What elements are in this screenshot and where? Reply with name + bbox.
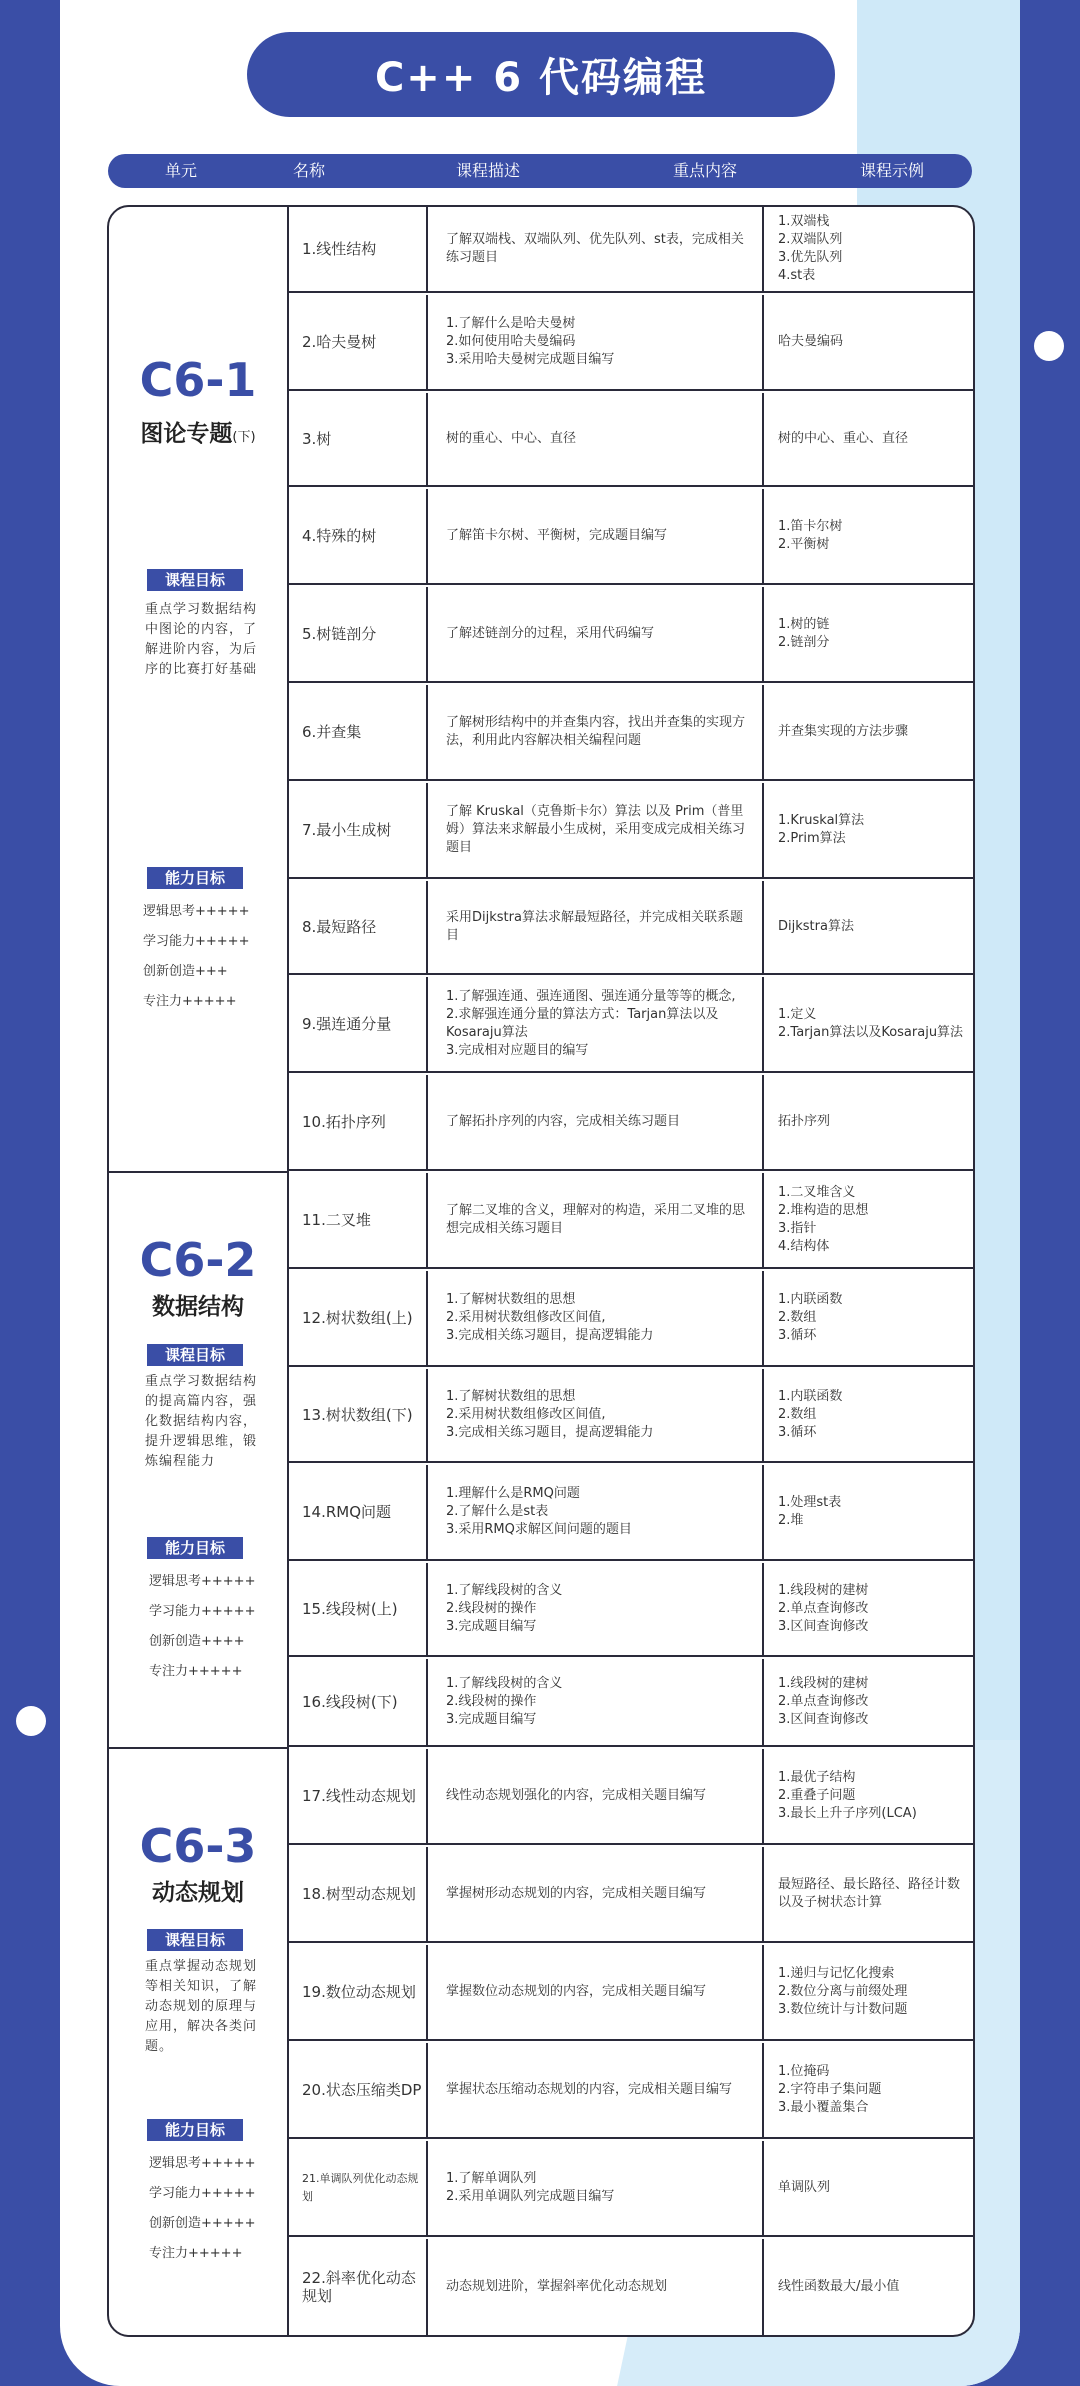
example-line: 3.最小覆盖集合 bbox=[778, 2100, 869, 2115]
table-row bbox=[289, 1659, 973, 1747]
course-example bbox=[766, 295, 973, 389]
course-example bbox=[766, 1075, 973, 1169]
ability-item: 逻辑思考+++++ bbox=[143, 904, 250, 919]
course-example bbox=[766, 1271, 973, 1365]
description-line: 1.了解树状数组的思想 bbox=[446, 1389, 576, 1404]
course-description bbox=[430, 1173, 764, 1267]
goal-label: 课程目标 bbox=[147, 569, 243, 591]
course-example bbox=[766, 393, 973, 485]
example-line: 3.优先队列 bbox=[778, 250, 843, 265]
course-name: 18.树型动态规划 bbox=[289, 1847, 428, 1941]
description-line: 1.了解树状数组的思想 bbox=[446, 1292, 576, 1307]
example-line: 2.数位分离与前缀处理 bbox=[778, 1984, 908, 1999]
unit-topic: 数据结构 bbox=[152, 1294, 244, 1320]
ability-label: 能力目标 bbox=[147, 2119, 243, 2141]
description-line: 掌握状态压缩动态规划的内容，完成相关题目编写 bbox=[446, 2082, 733, 2097]
course-name: 6.并查集 bbox=[289, 685, 428, 779]
description-line: 了解二叉堆的含义，理解对的构造，采用二叉堆的思想完成相关练习题目 bbox=[446, 1203, 746, 1236]
course-name: 5.树链剖分 bbox=[289, 587, 428, 681]
course-name: 14.RMQ问题 bbox=[289, 1465, 428, 1559]
ability-item: 专注力+++++ bbox=[143, 994, 237, 1009]
table-row bbox=[289, 295, 973, 391]
ability-item: 专注力+++++ bbox=[149, 2246, 243, 2261]
topic-note: (下) bbox=[232, 430, 256, 445]
course-name: 4.特殊的树 bbox=[289, 489, 428, 583]
description-line: 树的重心、中心、直径 bbox=[446, 431, 577, 446]
example-line: 4.st表 bbox=[778, 268, 816, 283]
table-row bbox=[289, 1173, 973, 1269]
description-line: 3.完成题目编写 bbox=[446, 1712, 537, 1727]
header-name: 名称 bbox=[292, 161, 326, 180]
course-name: 7.最小生成树 bbox=[289, 783, 428, 877]
course-example bbox=[766, 1369, 973, 1461]
example-line: 3.数位统计与计数问题 bbox=[778, 2002, 908, 2017]
example-line: 并查集实现的方法步骤 bbox=[778, 724, 909, 739]
example-line: 3.循环 bbox=[778, 1425, 817, 1440]
ability-item: 学习能力+++++ bbox=[149, 1604, 256, 1619]
ability-item: 逻辑思考+++++ bbox=[149, 1574, 256, 1589]
header-desc: 课程描述 bbox=[455, 161, 521, 180]
course-description bbox=[430, 1075, 764, 1169]
example-line: 单调队列 bbox=[778, 2180, 831, 2195]
example-line: 哈夫曼编码 bbox=[778, 334, 844, 349]
course-name: 8.最短路径 bbox=[289, 881, 428, 973]
unit-code: C6-3 bbox=[139, 1819, 257, 1873]
unit-topic: 动态规划 bbox=[152, 1880, 244, 1906]
course-example bbox=[766, 1465, 973, 1559]
course-description bbox=[430, 1659, 764, 1745]
ability-item: 学习能力+++++ bbox=[149, 2186, 256, 2201]
example-line: 树的中心、重心、直径 bbox=[778, 431, 909, 446]
goal-text: 重点学习数据结构中图论的内容，了解进阶内容，为后序的比赛打好基础 bbox=[145, 602, 258, 677]
example-line: 1.内联函数 bbox=[778, 1292, 843, 1307]
ability-item: 创新创造+++++ bbox=[149, 2216, 256, 2231]
example-line: 2.数组 bbox=[778, 1310, 817, 1325]
table-row bbox=[289, 1563, 973, 1657]
description-line: 采用Dijkstra算法求解最短路径，并完成相关联系题目 bbox=[446, 910, 743, 943]
example-line: 1.笛卡尔树 bbox=[778, 519, 843, 534]
course-description bbox=[430, 2043, 764, 2137]
description-line: 掌握树形动态规划的内容，完成相关题目编写 bbox=[446, 1886, 707, 1901]
course-description bbox=[430, 1847, 764, 1941]
table-row bbox=[289, 1075, 973, 1171]
course-name: 10.拓扑序列 bbox=[289, 1075, 428, 1169]
example-line: 线性函数最大/最小值 bbox=[778, 2279, 900, 2294]
example-line: 1.递归与记忆化搜索 bbox=[778, 1966, 895, 1981]
ability-label: 能力目标 bbox=[147, 867, 243, 889]
example-line: 1.二叉堆含义 bbox=[778, 1185, 856, 1200]
example-line: 2.堆 bbox=[778, 1513, 804, 1528]
example-line: 1.定义 bbox=[778, 1007, 817, 1022]
header-unit: 单元 bbox=[164, 161, 198, 180]
example-line: 4.结构体 bbox=[778, 1239, 830, 1254]
description-line: 2.了解什么是st表 bbox=[446, 1504, 549, 1519]
example-line: 1.最优子结构 bbox=[778, 1770, 856, 1785]
course-description bbox=[430, 587, 764, 681]
course-name: 3.树 bbox=[289, 393, 428, 485]
example-line: 1.Kruskal算法 bbox=[778, 813, 865, 828]
table-row bbox=[289, 2043, 973, 2139]
table-row bbox=[289, 783, 973, 879]
description-line: 2.采用树状数组修改区间值, bbox=[446, 1407, 606, 1422]
course-example bbox=[766, 587, 973, 681]
course-description bbox=[430, 1945, 764, 2039]
description-line: 1.了解线段树的含义 bbox=[446, 1676, 563, 1691]
table-row bbox=[289, 1749, 973, 1845]
example-line: Dijkstra算法 bbox=[778, 919, 854, 934]
example-line: 3.最长上升子序列(LCA) bbox=[778, 1806, 917, 1821]
course-name: 20.状态压缩类DP bbox=[289, 2043, 428, 2137]
course-description bbox=[430, 881, 764, 973]
ability-item: 逻辑思考+++++ bbox=[149, 2156, 256, 2171]
unit-topic: 图论专题(下) bbox=[140, 421, 256, 447]
description-line: 2.采用单调队列完成题目编写 bbox=[446, 2189, 615, 2204]
example-line: 3.区间查询修改 bbox=[778, 1712, 869, 1727]
header-key: 重点内容 bbox=[672, 161, 738, 180]
description-line: 2.线段树的操作 bbox=[446, 1601, 537, 1616]
description-line: 3.完成相对应题目的编写 bbox=[446, 1043, 589, 1058]
course-example bbox=[766, 1173, 973, 1267]
description-line: 3.采用RMQ求解区间问题的题目 bbox=[446, 1522, 632, 1537]
description-line: 1.了解线段树的含义 bbox=[446, 1583, 563, 1598]
description-line: 2.如何使用哈夫曼编码 bbox=[446, 334, 576, 349]
course-example bbox=[766, 1945, 973, 2039]
course-description bbox=[430, 489, 764, 583]
description-line: 1.了解什么是哈夫曼树 bbox=[446, 316, 576, 331]
description-line: 了解述链剖分的过程，采用代码编写 bbox=[446, 626, 655, 641]
example-line: 2.堆构造的思想 bbox=[778, 1203, 869, 1218]
course-name: 9.强连通分量 bbox=[289, 977, 428, 1071]
description-line: 了解双端栈、双端队列、优先队列、st表，完成相关练习题目 bbox=[446, 232, 744, 265]
course-name: 16.线段树(下) bbox=[289, 1659, 428, 1745]
course-name: 12.树状数组(上) bbox=[289, 1271, 428, 1365]
description-line: 1.理解什么是RMQ问题 bbox=[446, 1486, 580, 1501]
course-example bbox=[766, 783, 973, 877]
example-line: 拓扑序列 bbox=[778, 1114, 831, 1129]
description-line: 1.了解强连通、强连通图、强连通分量等等的概念, bbox=[446, 989, 736, 1004]
table-row bbox=[289, 1465, 973, 1561]
table-row bbox=[289, 685, 973, 781]
example-line: 2.单点查询修改 bbox=[778, 1601, 869, 1616]
goal-label: 课程目标 bbox=[147, 1344, 243, 1366]
course-description bbox=[430, 1465, 764, 1559]
table-row bbox=[289, 2239, 973, 2335]
description-line: 3.完成相关练习题目，提高逻辑能力 bbox=[446, 1425, 654, 1440]
description-line: 了解笛卡尔树、平衡树，完成题目编写 bbox=[446, 528, 668, 543]
description-line: 掌握数位动态规划的内容，完成相关题目编写 bbox=[446, 1984, 707, 1999]
unit-c6-3 bbox=[109, 1749, 289, 2335]
example-line: 2.Tarjan算法以及Kosaraju算法 bbox=[778, 1025, 964, 1040]
table-row bbox=[289, 587, 973, 683]
course-name: 22.斜率优化动态规划 bbox=[289, 2239, 428, 2335]
example-line: 2.链剖分 bbox=[778, 635, 830, 650]
unit-code: C6-2 bbox=[139, 1233, 257, 1287]
description-line: 了解树形结构中的并查集内容，找出并查集的实现方法，利用此内容解决相关编程问题 bbox=[446, 715, 746, 748]
example-line: 1.处理st表 bbox=[778, 1495, 842, 1510]
description-line: 3.完成相关练习题目，提高逻辑能力 bbox=[446, 1328, 654, 1343]
table-row bbox=[289, 1945, 973, 2041]
course-description bbox=[430, 1749, 764, 1843]
course-name: 11.二叉堆 bbox=[289, 1173, 428, 1267]
course-example bbox=[766, 1847, 973, 1941]
example-line: 2.字符串子集问题 bbox=[778, 2082, 882, 2097]
example-line: 3.指针 bbox=[778, 1221, 817, 1236]
description-line: 3.采用哈夫曼树完成题目编写 bbox=[446, 352, 615, 367]
unit-code: C6-1 bbox=[139, 353, 257, 407]
course-example bbox=[766, 1749, 973, 1843]
ability-item: 专注力+++++ bbox=[149, 1664, 243, 1679]
table-row bbox=[289, 1847, 973, 1943]
example-line: 3.区间查询修改 bbox=[778, 1619, 869, 1634]
course-table bbox=[107, 205, 975, 2337]
example-line: 2.Prim算法 bbox=[778, 831, 846, 846]
example-line: 1.位掩码 bbox=[778, 2064, 830, 2079]
course-name: 17.线性动态规划 bbox=[289, 1749, 428, 1843]
ability-item: 创新创造++++ bbox=[149, 1634, 245, 1649]
goal-text: 重点掌握动态规划等相关知识，了解动态规划的原理与应用，解决各类问题。 bbox=[145, 1959, 258, 2054]
course-description bbox=[430, 393, 764, 485]
course-description bbox=[430, 2141, 764, 2235]
course-example bbox=[766, 2043, 973, 2137]
description-line: 2.采用树状数组修改区间值, bbox=[446, 1310, 606, 1325]
table-header bbox=[108, 154, 972, 188]
description-line: 1.了解单调队列 bbox=[446, 2171, 537, 2186]
table-row bbox=[289, 207, 973, 293]
unit-c6-2 bbox=[109, 1173, 289, 1749]
course-description bbox=[430, 783, 764, 877]
table-row bbox=[289, 977, 973, 1073]
description-line: 了解拓扑序列的内容，完成相关练习题目 bbox=[446, 1114, 681, 1129]
description-line: 2.线段树的操作 bbox=[446, 1694, 537, 1709]
table-row bbox=[289, 1271, 973, 1367]
ability-item: 创新创造+++ bbox=[143, 964, 228, 979]
table-row bbox=[289, 393, 973, 487]
course-name: 21.单调队列优化动态规划 bbox=[289, 2141, 428, 2235]
course-name: 1.线性结构 bbox=[289, 207, 428, 291]
course-example bbox=[766, 207, 973, 291]
ability-label: 能力目标 bbox=[147, 1537, 243, 1559]
example-line: 2.双端队列 bbox=[778, 232, 843, 247]
example-line: 1.树的链 bbox=[778, 617, 830, 632]
example-line: 2.重叠子问题 bbox=[778, 1788, 856, 1803]
course-example bbox=[766, 685, 973, 779]
table-row bbox=[289, 881, 973, 975]
example-line: 1.线段树的建树 bbox=[778, 1676, 869, 1691]
header-example: 课程示例 bbox=[859, 161, 925, 180]
course-example bbox=[766, 977, 973, 1071]
course-description bbox=[430, 207, 764, 291]
course-description bbox=[430, 1271, 764, 1365]
table-row bbox=[289, 2141, 973, 2237]
course-example bbox=[766, 1563, 973, 1655]
unit-c6-1 bbox=[109, 207, 289, 1173]
course-description bbox=[430, 977, 764, 1071]
description-line: 了解 Kruskal（克鲁斯卡尔）算法 以及 Prim（普里姆）算法来求解最小生成树，采用变成完成相关练习题目 bbox=[446, 804, 746, 855]
course-description bbox=[430, 1369, 764, 1461]
page-title: C++ 6 代码编程 bbox=[247, 32, 835, 117]
table-row bbox=[289, 1369, 973, 1463]
course-description bbox=[430, 295, 764, 389]
course-name: 15.线段树(上) bbox=[289, 1563, 428, 1655]
course-example bbox=[766, 489, 973, 583]
description-line: 2.求解强连通分量的算法方式：Tarjan算法以及Kosaraju算法 bbox=[446, 1007, 719, 1040]
example-line: 2.数组 bbox=[778, 1407, 817, 1422]
goal-text: 重点学习数据结构的提高篇内容，强化数据结构内容，提升逻辑思维，锻炼编程能力 bbox=[145, 1374, 258, 1469]
course-name: 13.树状数组(下) bbox=[289, 1369, 428, 1461]
example-line: 1.线段树的建树 bbox=[778, 1583, 869, 1598]
ability-item: 学习能力+++++ bbox=[143, 934, 250, 949]
example-line: 1.内联函数 bbox=[778, 1389, 843, 1404]
course-name: 19.数位动态规划 bbox=[289, 1945, 428, 2039]
description-line: 线性动态规划强化的内容，完成相关题目编写 bbox=[446, 1788, 707, 1803]
example-line: 3.循环 bbox=[778, 1328, 817, 1343]
description-line: 3.完成题目编写 bbox=[446, 1619, 537, 1634]
course-example bbox=[766, 1659, 973, 1745]
course-example bbox=[766, 2239, 973, 2335]
table-row bbox=[289, 489, 973, 585]
example-line: 2.单点查询修改 bbox=[778, 1694, 869, 1709]
example-line: 最短路径、最长路径、路径计数以及子树状态计算 bbox=[778, 1877, 961, 1910]
course-example bbox=[766, 2141, 973, 2235]
decor-dot bbox=[16, 1706, 46, 1736]
example-line: 1.双端栈 bbox=[778, 214, 830, 229]
course-name: 2.哈夫曼树 bbox=[289, 295, 428, 389]
course-description bbox=[430, 2239, 764, 2335]
example-line: 2.平衡树 bbox=[778, 537, 830, 552]
decor-dot bbox=[1034, 331, 1064, 361]
goal-label: 课程目标 bbox=[147, 1929, 243, 1951]
course-example bbox=[766, 881, 973, 973]
course-description bbox=[430, 685, 764, 779]
description-line: 动态规划进阶，掌握斜率优化动态规划 bbox=[446, 2279, 668, 2294]
course-description bbox=[430, 1563, 764, 1655]
